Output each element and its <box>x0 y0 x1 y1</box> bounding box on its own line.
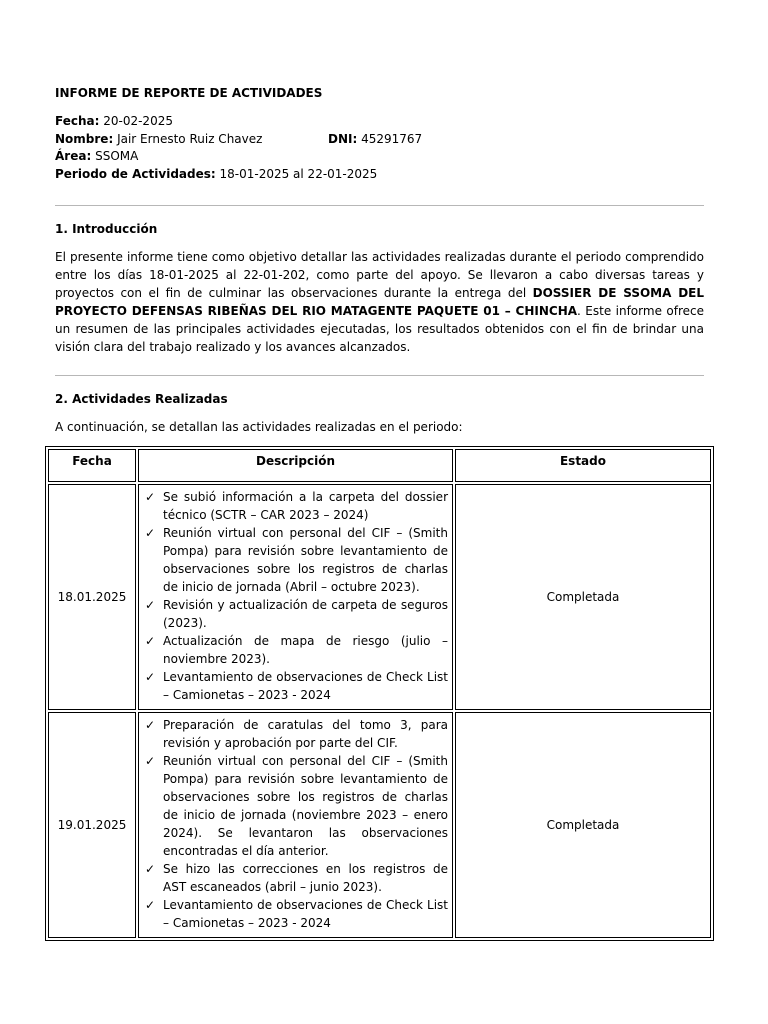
table-row <box>48 484 711 710</box>
column-header-estado: Estado <box>455 449 711 482</box>
list-item <box>143 596 448 632</box>
cell-descripcion <box>138 484 453 710</box>
activity-text: Se subió información a la carpeta del dossier técnico (SCTR – CAR 2023 – 2024) <box>163 490 448 522</box>
activity-text: Se hizo las correcciones en los registros de AST escaneados (abril – junio 2023). <box>163 862 448 894</box>
fecha-value: 20-02-2025 <box>103 114 173 128</box>
list-item <box>143 632 448 668</box>
intro-text-part1: El presente informe tiene como objetivo detallar las actividades realizadas durante el periodo comprendido entre los días 18-01-2025 al 22-01-202, como parte del apoyo. Se llevaron a cabo diversas tareas y proyectos con el fin de culminar las observaciones durante la entrega del <box>55 250 704 300</box>
activities-heading: 2. Actividades Realizadas <box>55 392 228 406</box>
section-divider <box>55 375 704 376</box>
activities-lead: A continuación, se detallan las actividades realizadas en el periodo: <box>55 420 463 434</box>
checkmark-icon: ✓ <box>145 490 156 504</box>
dni-label: DNI: <box>328 132 358 146</box>
intro-paragraph <box>55 248 704 356</box>
cell-estado: Completada <box>455 712 711 938</box>
fecha-label: Fecha: <box>55 114 100 128</box>
section-divider <box>55 205 704 206</box>
list-item <box>143 716 448 752</box>
cell-estado: Completada <box>455 484 711 710</box>
list-item <box>143 668 448 704</box>
cell-fecha: 18.01.2025 <box>48 484 136 710</box>
activity-text: Levantamiento de observaciones de Check List – Camionetas – 2023 - 2024 <box>163 898 448 930</box>
activity-text: Reunión virtual con personal del CIF – (Smith Pompa) para revisión sobre levantamiento de observaciones sobre los registros de charlas de inicio de jornada (noviembre 2023 – enero 2024). Se levantaron las observaciones encontradas el día anterior. <box>163 754 448 858</box>
list-item <box>143 896 448 932</box>
periodo-line <box>55 167 377 181</box>
activity-text: Revisión y actualización de carpeta de seguros (2023). <box>163 598 448 630</box>
column-header-fecha: Fecha <box>48 449 136 482</box>
checkmark-icon: ✓ <box>145 898 156 912</box>
activity-checklist <box>143 488 448 704</box>
activity-checklist <box>143 716 448 932</box>
intro-text-part2: . Este informe ofrece un resumen de las principales actividades ejecutadas, los resultados obtenidos con el fin de brindar una visión clara del trabajo realizado y los avances alcanzados. <box>55 304 704 354</box>
nombre-value: Jair Ernesto Ruiz Chavez <box>117 132 263 146</box>
activities-table-body <box>48 484 711 938</box>
activity-text: Actualización de mapa de riesgo (julio – noviembre 2023). <box>163 634 448 666</box>
dni-line <box>328 132 422 146</box>
periodo-label: Periodo de Actividades: <box>55 167 216 181</box>
area-label: Área: <box>55 149 92 163</box>
area-line <box>55 149 138 163</box>
activity-text: Reunión virtual con personal del CIF – (Smith Pompa) para revisión sobre levantamiento de observaciones sobre los registros de charlas de inicio de jornada (Abril – octubre 2023). <box>163 526 448 594</box>
intro-text-bold: DOSSIER DE SSOMA DEL PROYECTO DEFENSAS RIBEÑAS DEL RIO MATAGENTE PAQUETE 01 – CHINCHA <box>55 286 705 318</box>
list-item <box>143 524 448 596</box>
checkmark-icon: ✓ <box>145 598 156 612</box>
checkmark-icon: ✓ <box>145 526 156 540</box>
area-value: SSOMA <box>95 149 139 163</box>
checkmark-icon: ✓ <box>145 754 156 768</box>
cell-fecha: 19.01.2025 <box>48 712 136 938</box>
dni-value: 45291767 <box>361 132 423 146</box>
nombre-line <box>55 132 262 146</box>
activities-table <box>45 446 714 941</box>
table-header-row <box>48 449 711 482</box>
periodo-value: 18-01-2025 al 22-01-2025 <box>219 167 378 181</box>
checkmark-icon: ✓ <box>145 670 156 684</box>
checkmark-icon: ✓ <box>145 862 156 876</box>
table-row <box>48 712 711 938</box>
list-item <box>143 860 448 896</box>
report-title: INFORME DE REPORTE DE ACTIVIDADES <box>55 86 323 100</box>
intro-heading: 1. Introducción <box>55 222 158 236</box>
checkmark-icon: ✓ <box>145 718 156 732</box>
checkmark-icon: ✓ <box>145 634 156 648</box>
list-item <box>143 488 448 524</box>
fecha-line <box>55 114 173 128</box>
column-header-descripcion: Descripción <box>138 449 453 482</box>
activity-text: Preparación de caratulas del tomo 3, para revisión y aprobación por parte del CIF. <box>163 718 448 750</box>
list-item <box>143 752 448 860</box>
nombre-label: Nombre: <box>55 132 114 146</box>
cell-descripcion <box>138 712 453 938</box>
activity-text: Levantamiento de observaciones de Check List – Camionetas – 2023 - 2024 <box>163 670 448 702</box>
